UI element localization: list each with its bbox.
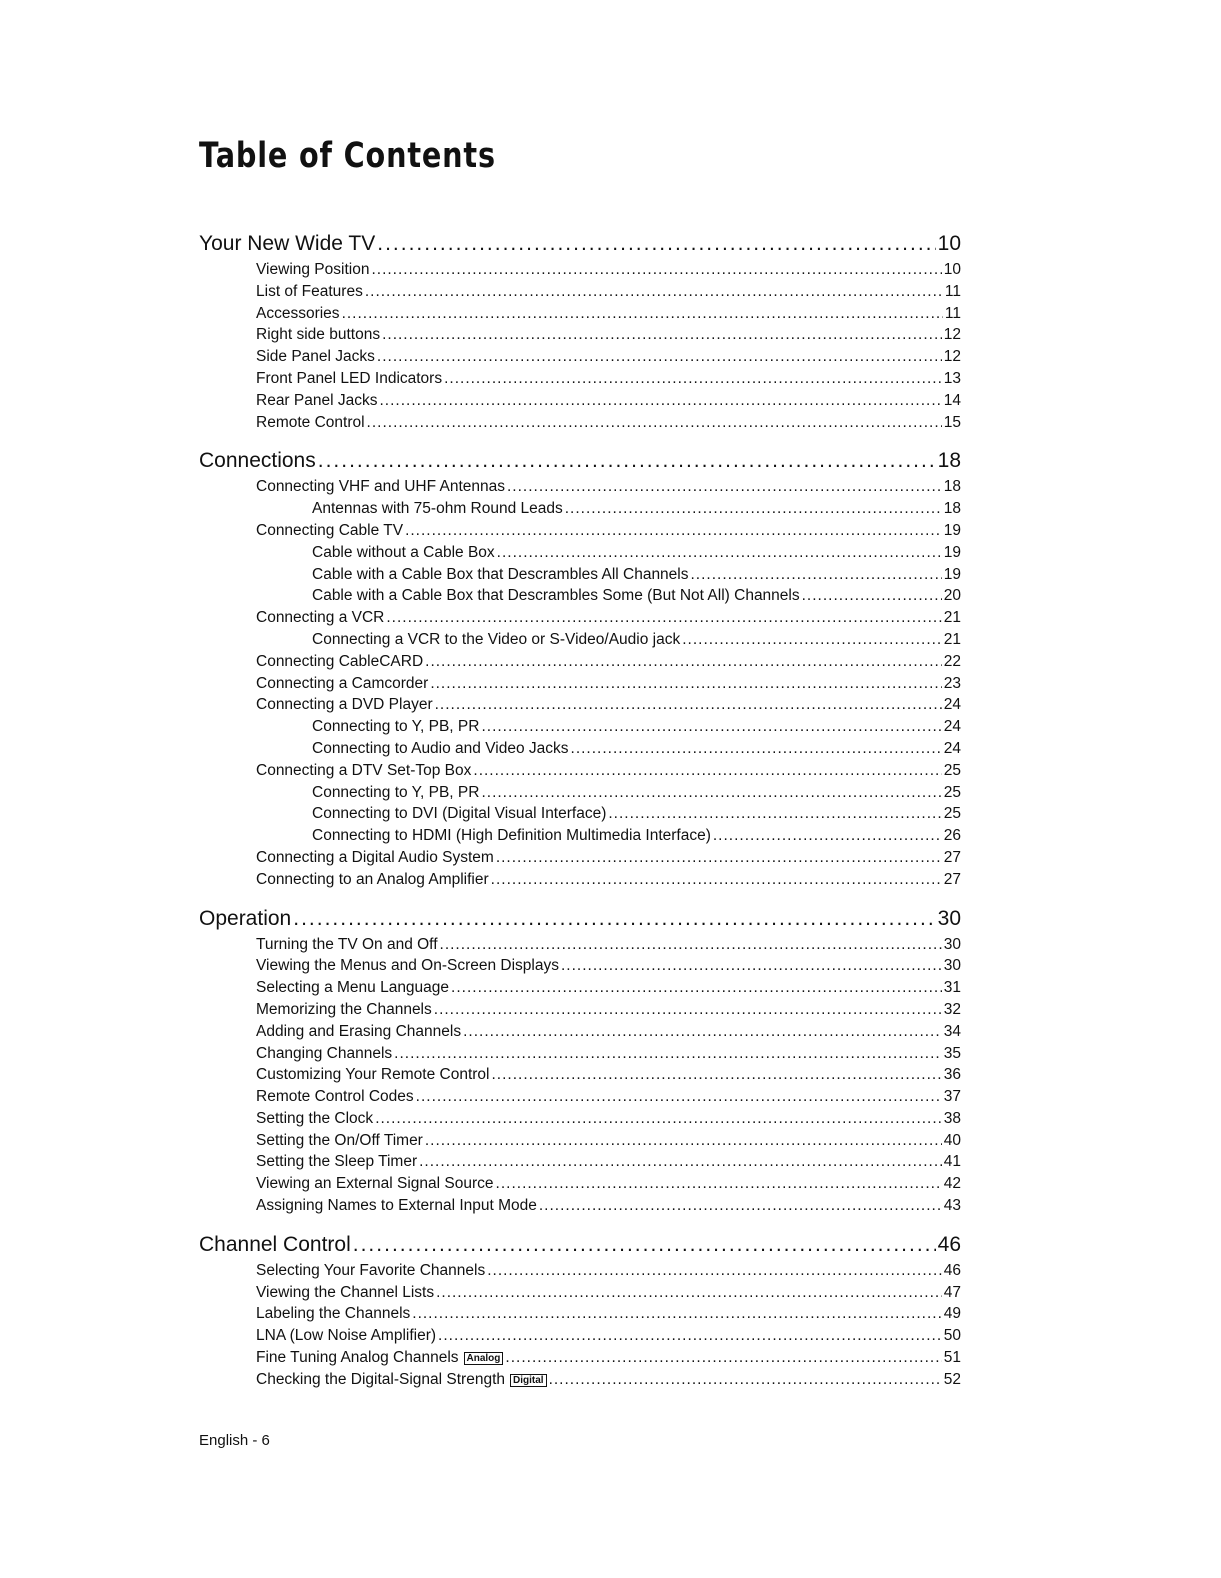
entry-title: Front Panel LED Indicators	[256, 369, 443, 387]
page-number: 25	[943, 761, 961, 779]
entry-title: Cable with a Cable Box that Descrambles Some (But Not All) Channels	[312, 587, 800, 605]
dot-leader	[491, 1064, 941, 1086]
page-number: 49	[943, 1305, 961, 1323]
entry-title: Remote Control	[256, 413, 365, 431]
entry-title: Viewing an External Signal Source	[256, 1175, 494, 1193]
dot-leader	[435, 694, 942, 716]
entry-title: Connecting to Audio and Video Jacks	[312, 739, 569, 757]
dot-leader	[382, 324, 942, 346]
toc-entry[interactable]	[199, 1325, 961, 1347]
dot-leader	[440, 934, 942, 956]
page-number: 31	[943, 979, 961, 997]
page-number: 37	[943, 1088, 961, 1106]
dot-leader	[505, 1347, 941, 1369]
page-number: 19	[943, 521, 961, 539]
entry-title: List of Features	[256, 282, 363, 300]
page-number: 30	[943, 935, 961, 953]
page-number: 40	[943, 1131, 961, 1149]
toc-entry[interactable]	[199, 782, 961, 804]
toc-entry[interactable]	[199, 825, 961, 847]
analog-badge: Analog	[464, 1352, 504, 1365]
page-number: 27	[943, 848, 961, 866]
dot-leader	[419, 1151, 942, 1173]
page-number: 14	[943, 391, 961, 409]
entry-title: Connecting a VCR	[256, 609, 385, 627]
page-number: 10	[937, 232, 961, 255]
page-number: 21	[943, 609, 961, 627]
dot-leader	[496, 1173, 942, 1195]
toc-entry[interactable]	[199, 847, 961, 869]
entry-title: Viewing Position	[256, 261, 370, 278]
dot-leader	[608, 803, 941, 825]
dot-leader	[491, 869, 942, 891]
entry-title: Connecting to Y, PB, PR	[312, 718, 480, 736]
dot-leader	[405, 520, 942, 542]
toc-entry[interactable]	[199, 368, 961, 390]
toc-entry[interactable]	[199, 520, 961, 542]
entry-title: Rear Panel Jacks	[256, 391, 378, 409]
page-number: 21	[943, 630, 961, 648]
entry-title: Labeling the Channels	[256, 1305, 411, 1323]
page-number: 30	[937, 906, 961, 930]
entry-title: Connecting VHF and UHF Antennas	[256, 478, 505, 496]
toc-entry[interactable]	[199, 803, 961, 825]
dot-leader	[293, 903, 935, 934]
page-number: 27	[943, 870, 961, 888]
toc-section	[199, 228, 961, 433]
dot-leader	[412, 1303, 941, 1325]
dot-leader	[463, 1021, 942, 1043]
page-number: 23	[943, 674, 961, 692]
page-number: 46	[943, 1261, 961, 1279]
dot-leader	[691, 564, 942, 586]
section-title: Channel Control	[199, 1232, 351, 1256]
toc-entry[interactable]	[199, 1151, 961, 1173]
digital-badge: Digital	[510, 1374, 547, 1387]
dot-leader	[367, 412, 942, 434]
entry-title: LNA (Low Noise Amplifier)	[256, 1327, 437, 1345]
dot-leader	[434, 999, 942, 1021]
entry-title: Viewing the Channel Lists	[256, 1283, 435, 1301]
page-number: 47	[943, 1283, 961, 1301]
toc-entry[interactable]	[199, 498, 961, 520]
entry-title: Adding and Erasing Channels	[256, 1022, 462, 1040]
entry-title: Setting the On/Off Timer	[256, 1131, 423, 1149]
toc-entry[interactable]	[199, 869, 961, 891]
dot-leader	[375, 1108, 942, 1130]
page-number: 25	[943, 805, 961, 823]
toc-entry[interactable]	[199, 1064, 961, 1086]
page-number: 42	[943, 1175, 961, 1193]
dot-leader	[394, 1043, 942, 1065]
entry-title: Right side buttons	[256, 326, 381, 344]
section-heading[interactable]	[199, 228, 961, 259]
page-number: 43	[943, 1197, 961, 1215]
dot-leader	[377, 346, 942, 368]
entry-title: Connecting a DVD Player	[256, 696, 433, 714]
page-number: 50	[943, 1327, 961, 1345]
toc-entry[interactable]	[199, 324, 961, 346]
dot-leader	[497, 542, 942, 564]
page-number: 10	[943, 261, 961, 278]
entry-title: Connecting a VCR to the Video or S-Video/Audio jack	[312, 630, 681, 648]
toc-entry[interactable]	[199, 1086, 961, 1108]
entry-title: Checking the Digital-Signal Strength Digital	[256, 1369, 547, 1391]
entry-title: Connecting to HDMI (High Definition Multimedia Interface)	[312, 827, 711, 845]
dot-leader	[318, 445, 936, 476]
toc-entry[interactable]	[199, 1260, 961, 1282]
entry-title: Turning the TV On and Off	[256, 935, 438, 953]
dot-leader	[438, 1325, 942, 1347]
dot-leader	[353, 1229, 936, 1260]
dot-leader	[436, 1282, 942, 1304]
section-title: Connections	[199, 449, 316, 473]
entry-title: Setting the Sleep Timer	[256, 1153, 418, 1171]
entry-title: Connecting Cable TV	[256, 521, 404, 539]
toc-entry[interactable]	[199, 585, 961, 607]
entry-title: Side Panel Jacks	[256, 348, 375, 366]
page-title: Table of Contents	[199, 136, 496, 176]
toc-entry[interactable]	[199, 1282, 961, 1304]
entry-title: Setting the Clock	[256, 1109, 374, 1127]
toc-section	[199, 1229, 961, 1391]
toc-entry[interactable]	[199, 760, 961, 782]
page-number: 46	[937, 1232, 961, 1256]
dot-leader	[487, 1260, 942, 1282]
page-number: 24	[943, 718, 961, 736]
toc-entry[interactable]	[199, 281, 961, 303]
entry-title: Memorizing the Channels	[256, 1000, 432, 1018]
toc-entry[interactable]	[199, 1303, 961, 1325]
dot-leader	[565, 498, 942, 520]
page-number: 41	[943, 1153, 961, 1171]
page-number: 11	[944, 304, 961, 322]
entry-title: Connecting CableCARD	[256, 652, 424, 670]
page-number: 24	[943, 696, 961, 714]
entry-title: Connecting to an Analog Amplifier	[256, 870, 489, 888]
toc-entry[interactable]	[199, 476, 961, 498]
table-of-contents	[199, 228, 961, 1403]
entry-title: Cable without a Cable Box	[312, 543, 495, 561]
page-number: 30	[943, 957, 961, 975]
toc-section	[199, 903, 961, 1217]
page-number: 25	[943, 783, 961, 801]
page-number: 51	[943, 1349, 961, 1367]
entry-title: Selecting a Menu Language	[256, 979, 450, 997]
toc-entry[interactable]	[199, 259, 961, 281]
page-number: 19	[943, 543, 961, 561]
toc-entry[interactable]	[199, 1195, 961, 1217]
toc-entry[interactable]	[199, 412, 961, 434]
page-number: 26	[943, 827, 961, 845]
toc-entry[interactable]	[199, 1130, 961, 1152]
toc-entry[interactable]	[199, 1043, 961, 1065]
dot-leader	[386, 607, 941, 629]
entry-title: Connecting to DVI (Digital Visual Interface)	[312, 805, 607, 823]
entry-title: Connecting a DTV Set-Top Box	[256, 761, 472, 779]
toc-entry[interactable]	[199, 564, 961, 586]
entry-title: Selecting Your Favorite Channels	[256, 1261, 486, 1279]
toc-entry[interactable]	[199, 1347, 961, 1369]
toc-entry[interactable]	[199, 716, 961, 738]
page-number: 11	[944, 282, 961, 300]
dot-leader	[481, 782, 941, 804]
toc-entry[interactable]	[199, 1369, 961, 1391]
toc-entry[interactable]	[199, 738, 961, 760]
toc-entry[interactable]	[199, 346, 961, 368]
page-number: 12	[943, 348, 961, 366]
dot-leader	[444, 368, 942, 390]
toc-entry[interactable]	[199, 607, 961, 629]
dot-leader	[549, 1369, 942, 1391]
page-number: 36	[943, 1066, 961, 1084]
dot-leader	[481, 716, 941, 738]
entry-title: Remote Control Codes	[256, 1088, 414, 1106]
entry-title: Customizing Your Remote Control	[256, 1066, 490, 1084]
entry-title: Connecting a Digital Audio System	[256, 848, 494, 866]
toc-entry[interactable]	[199, 934, 961, 956]
dot-leader	[430, 673, 941, 695]
page-number: 19	[943, 565, 961, 583]
toc-entry[interactable]	[199, 303, 961, 325]
page-number: 18	[943, 500, 961, 518]
page-number: 38	[943, 1109, 961, 1127]
page-number: 18	[943, 478, 961, 496]
page-number: 22	[943, 652, 961, 670]
dot-leader	[379, 390, 941, 412]
dot-leader	[496, 847, 942, 869]
page-number: 18	[937, 449, 961, 473]
toc-entry[interactable]	[199, 673, 961, 695]
dot-leader	[377, 228, 935, 259]
entry-title: Fine Tuning Analog Channels Analog	[256, 1347, 503, 1369]
entry-title: Viewing the Menus and On-Screen Displays	[256, 957, 559, 975]
dot-leader	[365, 281, 943, 303]
page-number: 35	[943, 1044, 961, 1062]
dot-leader	[507, 476, 942, 498]
page-number: 12	[943, 326, 961, 344]
dot-leader	[342, 303, 943, 325]
page-number: 20	[943, 587, 961, 605]
toc-entry[interactable]	[199, 955, 961, 977]
dot-leader	[425, 651, 942, 673]
section-title: Your New Wide TV	[199, 232, 376, 255]
toc-section	[199, 445, 961, 890]
section-heading[interactable]	[199, 903, 961, 934]
section-heading[interactable]	[199, 445, 961, 476]
page-number: 15	[943, 413, 961, 431]
toc-entry[interactable]	[199, 542, 961, 564]
toc-entry[interactable]	[199, 1173, 961, 1195]
dot-leader	[682, 629, 942, 651]
toc-entry[interactable]	[199, 629, 961, 651]
dot-leader	[425, 1130, 942, 1152]
page-number: 34	[943, 1022, 961, 1040]
section-heading[interactable]	[199, 1229, 961, 1260]
toc-entry[interactable]	[199, 977, 961, 999]
dot-leader	[451, 977, 942, 999]
section-title: Operation	[199, 906, 292, 930]
dot-leader	[713, 825, 942, 847]
dot-leader	[371, 259, 941, 281]
page-number: 32	[943, 1000, 961, 1018]
dot-leader	[473, 760, 941, 782]
dot-leader	[416, 1086, 942, 1108]
toc-entry[interactable]	[199, 1108, 961, 1130]
dot-leader	[571, 738, 942, 760]
entry-title: Accessories	[256, 304, 340, 322]
dot-leader	[802, 585, 942, 607]
page-number: 24	[943, 739, 961, 757]
toc-entry[interactable]	[199, 1021, 961, 1043]
toc-entry[interactable]	[199, 651, 961, 673]
toc-entry[interactable]	[199, 390, 961, 412]
page-number: 13	[943, 369, 961, 387]
entry-title: Connecting to Y, PB, PR	[312, 783, 480, 801]
toc-entry[interactable]	[199, 694, 961, 716]
entry-title: Changing Channels	[256, 1044, 393, 1062]
entry-title: Connecting a Camcorder	[256, 674, 429, 692]
toc-entry[interactable]	[199, 999, 961, 1021]
entry-title: Cable with a Cable Box that Descrambles All Channels	[312, 565, 689, 583]
dot-leader	[561, 955, 942, 977]
page-footer: English - 6	[199, 1432, 270, 1449]
entry-title: Antennas with 75-ohm Round Leads	[312, 500, 563, 518]
dot-leader	[539, 1195, 942, 1217]
entry-title: Assigning Names to External Input Mode	[256, 1197, 537, 1215]
page-number: 52	[943, 1370, 961, 1388]
